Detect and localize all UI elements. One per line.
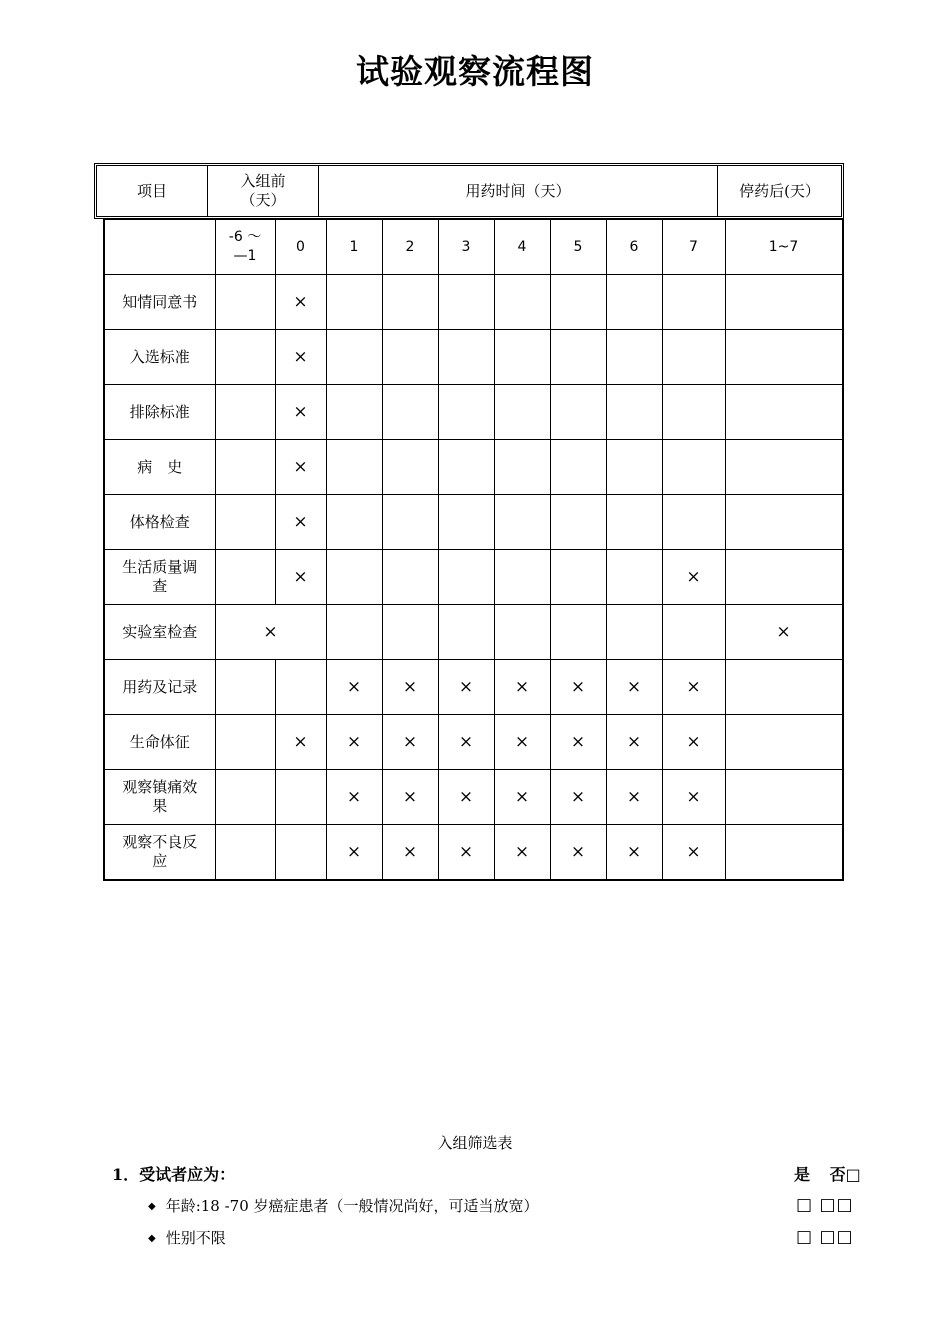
column-header-cell: -6 ～ —1 xyxy=(215,220,275,275)
mark-cell: × xyxy=(662,660,725,715)
empty-cell xyxy=(550,330,606,385)
empty-cell xyxy=(215,495,275,550)
mark-cell: × xyxy=(725,605,842,660)
mark-cell: × xyxy=(494,715,550,770)
empty-cell xyxy=(438,330,494,385)
empty-cell xyxy=(382,275,438,330)
empty-cell xyxy=(438,550,494,605)
mark-cell: × xyxy=(606,770,662,825)
mark-cell: × xyxy=(275,550,326,605)
empty-cell xyxy=(215,825,275,881)
empty-cell xyxy=(494,330,550,385)
empty-cell xyxy=(215,660,275,715)
column-header-row xyxy=(104,220,842,275)
mark-cell: × xyxy=(606,715,662,770)
mark-cell: × xyxy=(550,715,606,770)
form-item-gender xyxy=(148,1227,226,1248)
mark-cell: × xyxy=(326,825,382,881)
empty-cell xyxy=(550,495,606,550)
mark-cell: × xyxy=(662,825,725,881)
mark-cell: × xyxy=(662,550,725,605)
form-item-age xyxy=(148,1195,539,1216)
mark-cell: × xyxy=(550,660,606,715)
mark-cell: × xyxy=(494,660,550,715)
mark-cell: × xyxy=(438,715,494,770)
diamond-bullet-icon: ◆ xyxy=(148,1233,156,1244)
mark-cell: × xyxy=(275,275,326,330)
table-right-border xyxy=(843,219,844,881)
mark-cell: × xyxy=(606,825,662,881)
empty-cell xyxy=(725,660,842,715)
checkbox-group[interactable]: □ □□ xyxy=(796,1195,854,1215)
empty-cell xyxy=(550,440,606,495)
table-row xyxy=(104,385,842,440)
empty-cell xyxy=(215,330,275,385)
empty-cell xyxy=(438,275,494,330)
empty-cell xyxy=(725,275,842,330)
table-row xyxy=(104,330,842,385)
empty-cell xyxy=(494,275,550,330)
row-label: 病 史 xyxy=(104,440,215,495)
table-row xyxy=(104,495,842,550)
empty-cell xyxy=(662,495,725,550)
empty-cell xyxy=(725,385,842,440)
form-title: 入组筛选表 xyxy=(437,1134,513,1152)
mark-cell: × xyxy=(382,660,438,715)
empty-cell xyxy=(550,275,606,330)
table-row xyxy=(104,660,842,715)
mark-cell: × xyxy=(382,770,438,825)
row-label: 用药及记录 xyxy=(104,660,215,715)
empty-cell xyxy=(494,440,550,495)
empty-cell xyxy=(725,330,842,385)
table-row xyxy=(104,440,842,495)
empty-cell xyxy=(275,770,326,825)
empty-cell xyxy=(275,660,326,715)
empty-cell xyxy=(494,550,550,605)
mark-cell: × xyxy=(438,825,494,881)
empty-cell xyxy=(275,825,326,881)
empty-cell xyxy=(215,770,275,825)
empty-cell xyxy=(550,550,606,605)
table-row xyxy=(104,715,842,770)
mark-cell: × xyxy=(326,715,382,770)
empty-cell xyxy=(725,825,842,881)
header-item: 项目 xyxy=(136,181,167,200)
column-header-cell: 1 xyxy=(326,220,382,275)
table-row xyxy=(104,275,842,330)
empty-cell xyxy=(326,385,382,440)
table-row xyxy=(104,770,842,825)
empty-cell xyxy=(382,550,438,605)
mark-cell: × xyxy=(215,605,326,660)
empty-cell xyxy=(662,330,725,385)
column-header-cell: 0 xyxy=(275,220,326,275)
mark-cell: × xyxy=(382,715,438,770)
mark-cell: × xyxy=(326,770,382,825)
empty-cell xyxy=(215,440,275,495)
empty-cell xyxy=(606,440,662,495)
mark-cell: × xyxy=(662,715,725,770)
page-title: 试验观察流程图 xyxy=(356,52,594,91)
empty-cell xyxy=(326,440,382,495)
form-item-text: 年龄:18 -70 岁癌症患者（一般情况尚好，可适当放宽） xyxy=(165,1197,539,1215)
empty-cell xyxy=(606,550,662,605)
mark-cell: × xyxy=(438,770,494,825)
empty-cell xyxy=(725,440,842,495)
mark-cell: × xyxy=(494,825,550,881)
row-label: 体格检查 xyxy=(104,495,215,550)
checkbox-group[interactable]: □ □□ xyxy=(796,1227,854,1247)
empty-cell xyxy=(606,275,662,330)
mark-cell: × xyxy=(275,385,326,440)
empty-cell xyxy=(662,275,725,330)
column-header-cell: 3 xyxy=(438,220,494,275)
header-table xyxy=(94,163,844,219)
column-header-cell: 5 xyxy=(550,220,606,275)
empty-cell xyxy=(326,605,382,660)
empty-cell xyxy=(326,550,382,605)
mark-cell: × xyxy=(662,770,725,825)
empty-cell xyxy=(215,385,275,440)
empty-cell xyxy=(662,440,725,495)
mark-cell: × xyxy=(326,660,382,715)
empty-cell xyxy=(326,275,382,330)
mark-cell: × xyxy=(438,660,494,715)
header-dosing-time: 用药时间（天） xyxy=(318,166,717,216)
empty-cell xyxy=(326,330,382,385)
empty-cell xyxy=(725,770,842,825)
flow-grid xyxy=(103,219,843,881)
empty-cell xyxy=(326,495,382,550)
empty-cell xyxy=(725,715,842,770)
row-label: 观察镇痛效果 xyxy=(104,770,215,825)
form-item-text: 性别不限 xyxy=(165,1229,226,1247)
column-header-cell: 2 xyxy=(382,220,438,275)
row-label: 观察不良反应 xyxy=(104,825,215,881)
table-row xyxy=(104,550,842,605)
yes-no-header: 是 否□ xyxy=(794,1165,861,1184)
diamond-bullet-icon: ◆ xyxy=(148,1201,156,1212)
empty-cell xyxy=(494,495,550,550)
empty-cell xyxy=(215,715,275,770)
column-header-cell: 7 xyxy=(662,220,725,275)
empty-cell xyxy=(550,385,606,440)
row-label: 生活质量调查 xyxy=(104,550,215,605)
empty-cell xyxy=(662,385,725,440)
empty-cell xyxy=(382,605,438,660)
mark-cell: × xyxy=(550,825,606,881)
empty-cell xyxy=(382,385,438,440)
empty-cell xyxy=(725,550,842,605)
row-label: 实验室检查 xyxy=(104,605,215,660)
empty-cell xyxy=(215,275,275,330)
table-row xyxy=(104,825,842,881)
row-label: 排除标准 xyxy=(104,385,215,440)
empty-cell xyxy=(438,495,494,550)
empty-cell xyxy=(662,605,725,660)
empty-cell xyxy=(550,605,606,660)
empty-cell xyxy=(438,385,494,440)
empty-cell xyxy=(382,330,438,385)
empty-cell xyxy=(606,330,662,385)
mark-cell: × xyxy=(275,440,326,495)
row-label: 生命体征 xyxy=(104,715,215,770)
empty-cell xyxy=(438,440,494,495)
empty-cell xyxy=(215,550,275,605)
empty-cell xyxy=(382,440,438,495)
header-post-dose: 停药后(天） xyxy=(717,166,841,216)
empty-cell xyxy=(606,605,662,660)
column-header-cell: 6 xyxy=(606,220,662,275)
mark-cell: × xyxy=(606,660,662,715)
empty-cell xyxy=(494,605,550,660)
mark-cell: × xyxy=(275,330,326,385)
column-header-cell: 1~7 xyxy=(725,220,842,275)
column-header-cell: 4 xyxy=(494,220,550,275)
row-label: 知情同意书 xyxy=(104,275,215,330)
mark-cell: × xyxy=(494,770,550,825)
empty-cell xyxy=(494,385,550,440)
row-label: 入选标准 xyxy=(104,330,215,385)
mark-cell: × xyxy=(382,825,438,881)
empty-cell xyxy=(606,495,662,550)
empty-cell xyxy=(606,385,662,440)
mark-cell: × xyxy=(550,770,606,825)
empty-cell xyxy=(382,495,438,550)
question-1: 1．受试者应为： xyxy=(112,1165,236,1184)
table-row xyxy=(104,605,842,660)
empty-cell xyxy=(438,605,494,660)
header-pre-enroll: 入组前 （天） xyxy=(207,166,318,216)
mark-cell: × xyxy=(275,495,326,550)
corner-cell xyxy=(104,220,215,275)
mark-cell: × xyxy=(275,715,326,770)
empty-cell xyxy=(725,495,842,550)
